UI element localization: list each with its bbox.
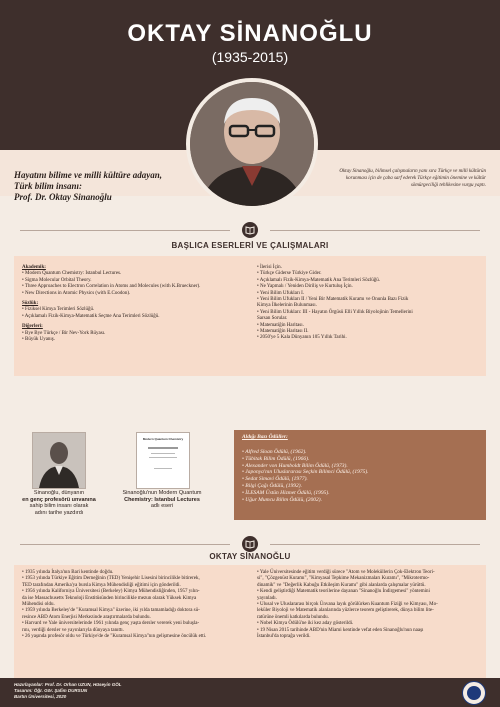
works-item: Sarsan Sorular.: [257, 316, 288, 322]
photo1-caption-line: sahip bilim insanı olarak: [29, 503, 89, 509]
works-item: Kimya İlkelerinin Bulunması.: [257, 303, 317, 309]
works-item: • Fiziksel Kimya Terimleri Sözlüğü.: [22, 307, 95, 313]
bio-left-column: [22, 570, 248, 640]
award-item: • Japonya'nın Uluslararası Seçkin Bilimci Ödülü, (1975).: [242, 469, 369, 476]
award-item: • Alfred Sloan Ödülü, (1962).: [242, 449, 307, 455]
life-years: (1935-2015): [211, 49, 289, 65]
bio-item: yayınladı.: [257, 595, 277, 601]
book-cover-title: Modern Quantum Chemistry: [142, 437, 184, 441]
tagline: [14, 170, 184, 203]
young-portrait-icon: [33, 433, 85, 488]
bio-item: • 26 yaşında profesör oldu ve Türkiye'de de "Kuramsal Kimya"nın gelişmesine öncülük etti.: [22, 634, 207, 640]
divider-right: [270, 544, 480, 545]
works-right-column: [257, 265, 482, 342]
bio-item: leküler Biyoloji ve Matematik alanlarında yüzlerce teorem geliştirerek, dünya bilim lite-: [257, 608, 434, 614]
divider-left: [20, 544, 230, 545]
bio-item: da ise Massachusetts Teknoloji Enstitüsünden birincilikle mezun olarak Yüksek Kimya: [22, 595, 197, 601]
bio-item: • 1959 yılında Berkeley'de "Kuramsal Kimya" üzerine, iki yılda tamamladığı doktora sü-: [22, 608, 200, 614]
book-cover-photo: [136, 432, 190, 489]
credit-line: Hazırlayanlar: Prof. Dr. Orhan UZUN, Hüseyin GÖL: [14, 682, 122, 687]
works-item: • 2050'ye 5 Kala Dünyanın 105 Yıllık Tarihi.: [257, 335, 347, 341]
photo1-caption-line: Sinanoğlu, dünyanın: [33, 490, 85, 496]
young-portrait-photo: [32, 432, 86, 489]
bio-item: rını, verdiği dersler ve yayınlarıyla dünyaya tanıttı.: [22, 627, 124, 633]
works-panel: [14, 256, 486, 376]
intro-caption: Oktay Sinanoğlu, bilimsel çalışmaların yanı sıra Türkçe ve milli kültürün korunması için de çaba sarf ederek Türkçe eğitimin önemine ve kültür sömürgeciliği tehlikesine vurgu yaptı.: [339, 169, 486, 188]
bio-item: ratürüne önemli katkılarda bulundu.: [257, 614, 329, 620]
bio-item: resince ABD Atom Enerjisi Merkezinde araştırmalarda bulundu.: [22, 614, 151, 620]
photo2-caption-line: Sinanoğlu'nun Modern Quantum: [122, 490, 202, 496]
bio-item: İstanbul'da toprağa verildi.: [257, 634, 311, 640]
tagline-line: Prof. Dr. Oktay Sinanoğlu: [14, 192, 112, 202]
works-item: Sözlük:: [22, 301, 39, 307]
university-seal-icon: [462, 681, 486, 705]
book-icon: [242, 536, 258, 552]
works-item: • Three Approaches to Electron Correlation in Atoms and Molecules (with K.Brueckner).: [22, 284, 201, 290]
bio-item: • 1953 yılında Türkiye Eğitim Derneğinin (TED) Yenişehir Lisesini birincilikle bitirerek,: [22, 576, 200, 582]
portrait-icon: [190, 82, 314, 206]
works-item: • Modern Quantum Chemistry: Istanbul Lectures.: [22, 271, 122, 277]
bio-item: • 19 Nisan 2015 tarihinde ABD'nin Miami kentinde vefat eden Sinanoğlu'nun naaşı: [257, 627, 424, 633]
page-title: OKTAY SİNANOĞLU: [127, 20, 373, 47]
book-cover-rule: [149, 457, 177, 458]
photo1-caption-line: adını tarihe yazdırdı: [34, 509, 84, 516]
works-item: • New Directions in Atomic Physics (with E.Coodon).: [22, 290, 131, 296]
bio-item: • Yale Üniversitesinde eğitim verdiği sürece "Atom ve Moleküllerin Çok-Elektron Teori-: [257, 570, 435, 575]
photo2-caption-line: Chemistry: Istanbul Lectures: [124, 496, 200, 503]
photo1-caption: [14, 490, 104, 516]
divider-left: [20, 230, 230, 231]
award-item: • Uğur Mumcu Bilim Ödülü, (2002).: [242, 496, 322, 503]
award-item: • Sedat Simavi Ödülü, (1977).: [242, 476, 308, 483]
bio-item: • Nobel Kimya Ödülü'ne iki kez aday gösterildi.: [257, 621, 354, 627]
photo2-caption-line: adlı eseri: [150, 503, 174, 509]
credit-line: Tasarım: Öğr. Gör. Şafim DURSUN: [14, 687, 88, 693]
book-cover-rule: [148, 447, 178, 449]
bio-item: Mühendisi oldu.: [22, 602, 55, 608]
works-item: • Yeni Bilim Ufukları: III - Hayatın Örgüsü Elli Yıllık Biyolojinin Temellerini: [257, 309, 413, 315]
book-icon: [242, 222, 258, 238]
works-item: • Matematiğin Haritası.: [257, 322, 304, 328]
photo2-caption: [112, 490, 212, 510]
works-left-column: [22, 265, 252, 343]
book-cover-rule: [154, 468, 172, 469]
works-item: • Açıklamalı Fizik-Kimya-Matematik Ana Terimleri Sözlüğü.: [257, 277, 380, 283]
bio-panel: [14, 565, 486, 678]
works-item: • Sigma Molecular Orbital Theory.: [22, 277, 92, 283]
photo1-caption-line: en genç profesörü unvanına: [22, 496, 96, 503]
works-item: • Ne Yapmalı / Yeniden Diriliş ve Kurtuluş İçin.: [257, 284, 353, 290]
portrait-photo: [186, 78, 318, 210]
awards-list: [242, 449, 478, 503]
bio-item: • Ulusal ve Uluslararası birçok Ünvana layık görülürken Kuantum Fiziği ve Kimyası, Mo-: [257, 602, 438, 608]
works-item: • Türkçe Giderse Türkiye Gider.: [257, 271, 322, 277]
works-item: • İlerisi İçin.: [257, 265, 282, 270]
bio-title: OKTAY SİNANOĞLU: [209, 552, 291, 561]
works-item: Akademik:: [22, 265, 46, 270]
works-item: • Yeni Bilim Ufukları II / Yeni Bir Matematik Kuramı ve Onunla Bazı Fizik: [257, 297, 409, 303]
book-cover-rule: [151, 453, 175, 454]
award-item: • Tübitak Bilim Ödülü, (1966).: [242, 455, 310, 462]
credit-line: Bartın Üniversitesi, 2020: [14, 693, 67, 699]
works-item: Diğerleri:: [22, 324, 43, 330]
footer: [0, 678, 500, 707]
bio-item: dinamik" ve "Değerlik Kabuğu Etkileşim Kuramı" gibi alanlarda çalışmalar yürüttü.: [257, 582, 426, 588]
bio-item: • Harvard ve Yale üniversitelerinde 1961 yılında genç yaşta dersler vererek yeni buluşla-: [22, 621, 200, 627]
bio-item: • Kendi geliştirdiği Matematik teorilerine dayanan "Sinanoğlu İndirgemesi" yöntemini: [257, 589, 430, 595]
bio-right-column: [257, 570, 482, 640]
works-item: • Matematiğin Haritası II.: [257, 329, 309, 335]
tagline-line: Türk bilim insanı:: [14, 181, 83, 191]
awards-title: Aldığı Bazı Ödüller:: [242, 434, 288, 440]
awards-panel: [234, 430, 486, 520]
bio-item: si", "Çözgenüst Kuramı", "Kimyasal Tepkime Mekanizmaları Kuramı", "Mikrotermo-: [257, 576, 430, 582]
bio-item: • 1935 yılında İtalya'nın Bari kentinde doğdu.: [22, 570, 114, 575]
bio-item: TED tarafından Amerika'ya bursla Kimya Mühendisliği eğitimi için gönderildi.: [22, 582, 181, 588]
divider-right: [270, 230, 480, 231]
works-item: • Büyük Uyanış.: [22, 337, 56, 343]
award-item: • İLESAM Üstün Hizmet Ödülü, (1995).: [242, 489, 330, 496]
award-item: • Bilgi Çağı Ödülü, (1992).: [242, 482, 302, 489]
bio-item: • 1956 yılında Kaliforniya Üniversitesi (Berkeley) Kimya Mühendisliğinden, 1957 yılın-: [22, 589, 200, 595]
works-item: • Bye Bye Türkçe / Bir Nev-York Rüyası.: [22, 330, 106, 336]
works-item: • Açıklamalı Fizik-Kimya-Matematik Seçme Ana Terimleri Sözlüğü.: [22, 313, 160, 319]
credits: [14, 682, 122, 699]
works-item: • Yeni Bilim Ufukları I.: [257, 290, 305, 296]
works-title: BAŞLICA ESERLERİ VE ÇALIŞMALARI: [171, 241, 329, 250]
tagline-line: Hayatını bilime ve milli kültüre adayan,: [14, 170, 162, 180]
award-item: • Alexander von Humboldt Bilim Ödülü, (1973).: [242, 462, 348, 469]
